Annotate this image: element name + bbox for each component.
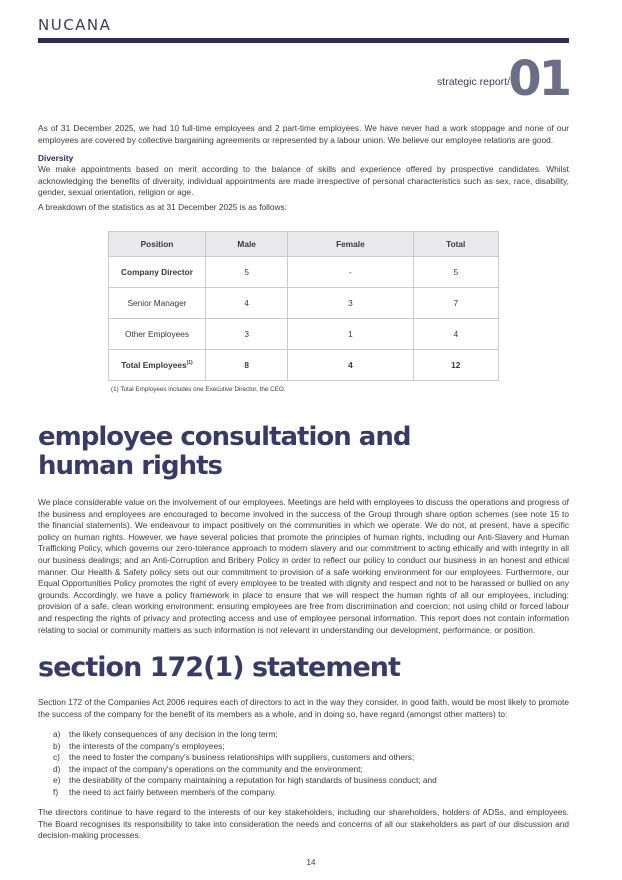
section172-heading: section 172(1) statement [38, 652, 400, 683]
list-item-text: the need to act fairly between members of the company. [69, 786, 277, 797]
column-header: Total [413, 232, 499, 257]
list-item-text: the interests of the company's employees; [69, 740, 225, 751]
section172-intro: Section 172 of the Companies Act 2006 requires each of directors to act in the way they consider, in good faith, would be most likely to promote the success of the company for the benefit of its members as a whole, and in doing so, have regard (amongst other matters) to: [38, 697, 569, 719]
table-cell: 12 [413, 350, 499, 381]
breakdown-intro: A breakdown of the statistics as at 31 December 2025 is as follows: [38, 202, 288, 212]
footnote-marker: (1) [186, 360, 193, 367]
list-item [53, 787, 437, 799]
list-item-text: the likely consequences of any decision in the long term; [69, 729, 278, 739]
diversity-heading: Diversity [38, 153, 74, 163]
company-logo: NUCANA [38, 16, 112, 34]
table-cell: 3 [206, 319, 288, 350]
table-cell: 8 [206, 350, 288, 381]
list-item [53, 764, 437, 776]
list-marker: f) [53, 786, 59, 797]
list-item [53, 775, 437, 787]
consultation-heading [38, 423, 410, 481]
table-footnote: (1) Total Employees includes one Executive Director, the CEO. [111, 386, 286, 393]
consultation-heading-line1: employee consultation and [38, 422, 411, 452]
page-number: 14 [306, 858, 316, 867]
section172-list [53, 729, 437, 799]
column-header: Male [206, 232, 288, 257]
table-cell: Other Employees [109, 319, 206, 350]
column-header: Female [288, 232, 413, 257]
table-row [109, 257, 499, 288]
diversity-paragraph: We make appointments based on merit according to the balance of skills and experience offered by prospective candidates. Whilst acknowledging the benefits of diversity, individual appointments are made irrespective of personal characteristics such as sex, race, disability, gender, sexual orientation, religion or age. [38, 164, 569, 198]
list-item-text: the desirability of the company maintaining a reputation for high standards of business conduct; and [69, 775, 437, 786]
table-cell: 7 [413, 288, 499, 319]
diversity-table [108, 231, 499, 381]
list-marker: c) [53, 752, 60, 763]
table-row [109, 319, 499, 350]
total-label: Total Employees [121, 360, 187, 370]
table-cell: 5 [206, 257, 288, 288]
table-cell [109, 350, 206, 381]
table-cell: 1 [288, 319, 413, 350]
section172-closing: The directors continue to have regard to the interests of our key stakeholders, including our shareholders, holders of ADSs, and employees. The Board recognises its responsibility to take into consideration the needs and concerns of all our stakeholders as part of our discussion and decision-making processes. [38, 807, 569, 841]
column-header: Position [109, 232, 206, 257]
consultation-heading-line2: human rights [38, 451, 222, 481]
table-cell: Company Director [109, 257, 206, 288]
table-header-row [109, 232, 499, 257]
list-item [53, 741, 437, 753]
list-item [53, 752, 437, 764]
table-cell: 4 [413, 319, 499, 350]
header-rule [38, 38, 569, 43]
consultation-paragraph: We place considerable value on the involvement of our employees. Meetings are held with employees to discuss the operations and progress of the business and employees are encouraged to become involved in the success of the Group through share option schemes (see note 15 to the financial statements). We endeavour to impact positively on the communities in which we operate. We do not, at present, have a specific policy on human rights. However, we have several policies that promote the principles of human rights, including our Anti-Slavery and Human Trafficking Policy, which governs our zero-tolerance approach to modern slavery and our commitment to acting ethically and with integrity in all our business dealings; and an Anti-Corruption and Bribery Policy in order to reflect our policy to conduct our business in an honest and ethical manner. Our Health & Safety policy sets out our commitment to provision of a safe working environment for our employees. Furthermore, our Equal Opportunities Policy promotes the right of every employee to be treated with dignity and respect and not to be harassed or bullied on any grounds. Accordingly, we have a policy framework in place to ensure that we will respect the human rights of all our employees, including: provision of a safe, clean working environment; ensuring employees are free from discrimination and coercion; not using child or forced labour and respecting the rights of privacy and protecting access and use of employee personal information. This report does not contain information relating to social or community matters as such information is not relevant in understanding our development, performance, or position. [38, 497, 569, 635]
table-cell: 4 [288, 350, 413, 381]
intro-paragraph: As of 31 December 2025, we had 10 full-time employees and 2 part-time employees. We have never had a work stoppage and none of our employees are covered by collective bargaining agreements or represented by a labour union. We believe our employee relations are good. [38, 123, 569, 145]
table-total-row [109, 350, 499, 381]
list-item-text: the need to foster the company's business relationships with suppliers, customers and others; [69, 752, 415, 763]
list-item [53, 729, 437, 741]
table-cell: - [288, 257, 413, 288]
table-cell: 5 [413, 257, 499, 288]
list-marker: e) [53, 775, 61, 786]
list-item-text: the impact of the company's operations on the community and the environment; [69, 763, 363, 774]
list-marker: b) [53, 740, 61, 751]
section-number: 01 [508, 51, 569, 107]
table-row [109, 288, 499, 319]
table-cell: 4 [206, 288, 288, 319]
table-cell: 3 [288, 288, 413, 319]
table-cell: Senior Manager [109, 288, 206, 319]
list-marker: a) [53, 729, 61, 739]
list-marker: d) [53, 763, 61, 774]
section-label: strategic report/ [437, 76, 510, 88]
